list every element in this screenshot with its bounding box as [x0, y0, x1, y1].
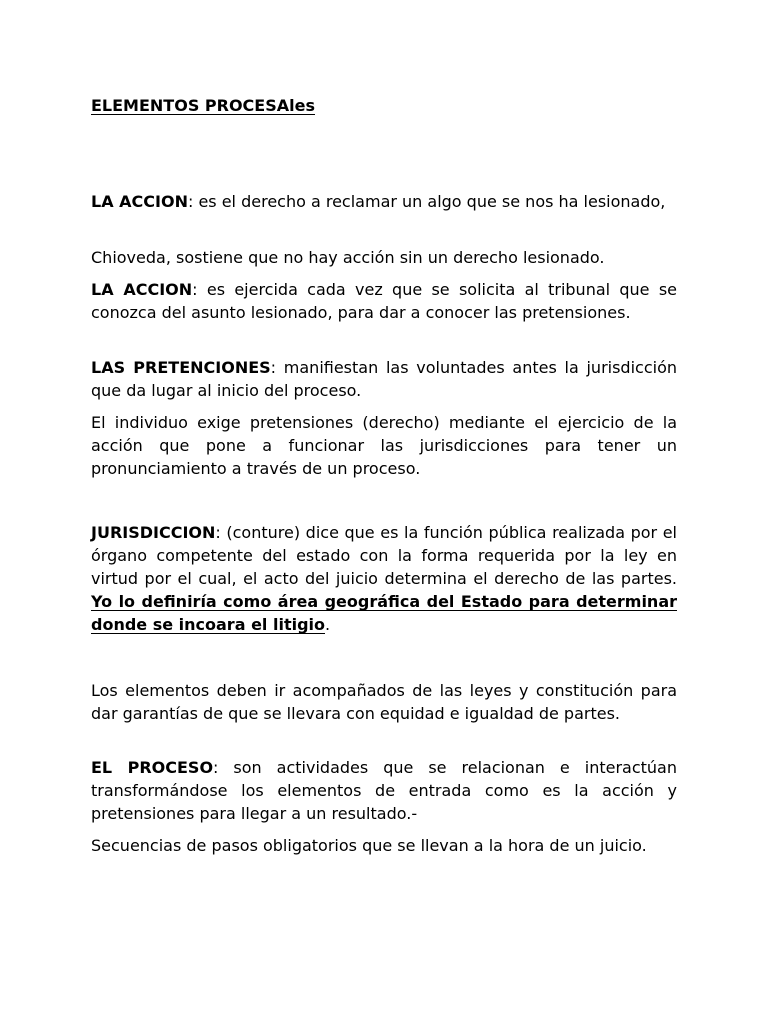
paragraph-text: Secuencias de pasos obligatorios que se llevan a la hora de un juicio.	[91, 836, 647, 855]
emphasized-definition: Yo lo definiría como área geográfica del Estado para determinar donde se incoara el litigio	[91, 592, 677, 634]
paragraph-proceso	[91, 756, 677, 825]
paragraph-text: : es ejercida cada vez que se solicita al tribunal que se conozca del asunto lesionado, para dar a conocer las pretensiones.	[91, 280, 677, 322]
term-las-pretenciones: LAS PRETENCIONES	[91, 358, 271, 377]
paragraph-tail: .	[325, 615, 331, 634]
paragraph-text: : (conture) dice que es la función pública realizada por el órgano competente del estado con la forma requerida por la ley en virtud por el cual, el acto del juicio determina el derecho de las partes.	[91, 523, 677, 588]
document-title: ELEMENTOS PROCESAles	[91, 96, 315, 115]
paragraph-text: : es el derecho a reclamar un algo que se nos ha lesionado,	[187, 192, 666, 211]
paragraph-secuencias	[91, 834, 677, 857]
term-la-accion: LA ACCION	[91, 192, 188, 211]
term-jurisdiccion: JURISDICCION	[91, 523, 216, 542]
paragraph-accion-ejercida	[91, 278, 677, 324]
paragraph-accion-definition	[91, 190, 677, 213]
paragraph-text: Chioveda, sostiene que no hay acción sin un derecho lesionado.	[91, 248, 605, 267]
paragraph-individuo	[91, 411, 677, 480]
paragraph-jurisdiccion	[91, 521, 677, 636]
paragraph-text: : manifiestan las voluntades antes la jurisdicción que da lugar al inicio del proceso.	[91, 358, 677, 400]
term-la-accion: LA ACCION	[91, 280, 193, 299]
paragraph-text: : son actividades que se relacionan e interactúan transformándose los elementos de entrada como es la acción y pretensiones para llegar a un resultado.-	[91, 758, 677, 823]
paragraph-chioveda	[91, 246, 677, 269]
term-el-proceso: EL PROCESO	[91, 758, 214, 777]
paragraph-text: Los elementos deben ir acompañados de las leyes y constitución para dar garantías de que se llevara con equidad e igualdad de partes.	[91, 681, 677, 723]
paragraph-text: El individuo exige pretensiones (derecho) mediante el ejercicio de la acción que pone a funcionar las jurisdicciones para tener un pronunciamiento a través de un proceso.	[91, 413, 677, 478]
paragraph-pretenciones	[91, 356, 677, 402]
paragraph-elementos	[91, 679, 677, 725]
